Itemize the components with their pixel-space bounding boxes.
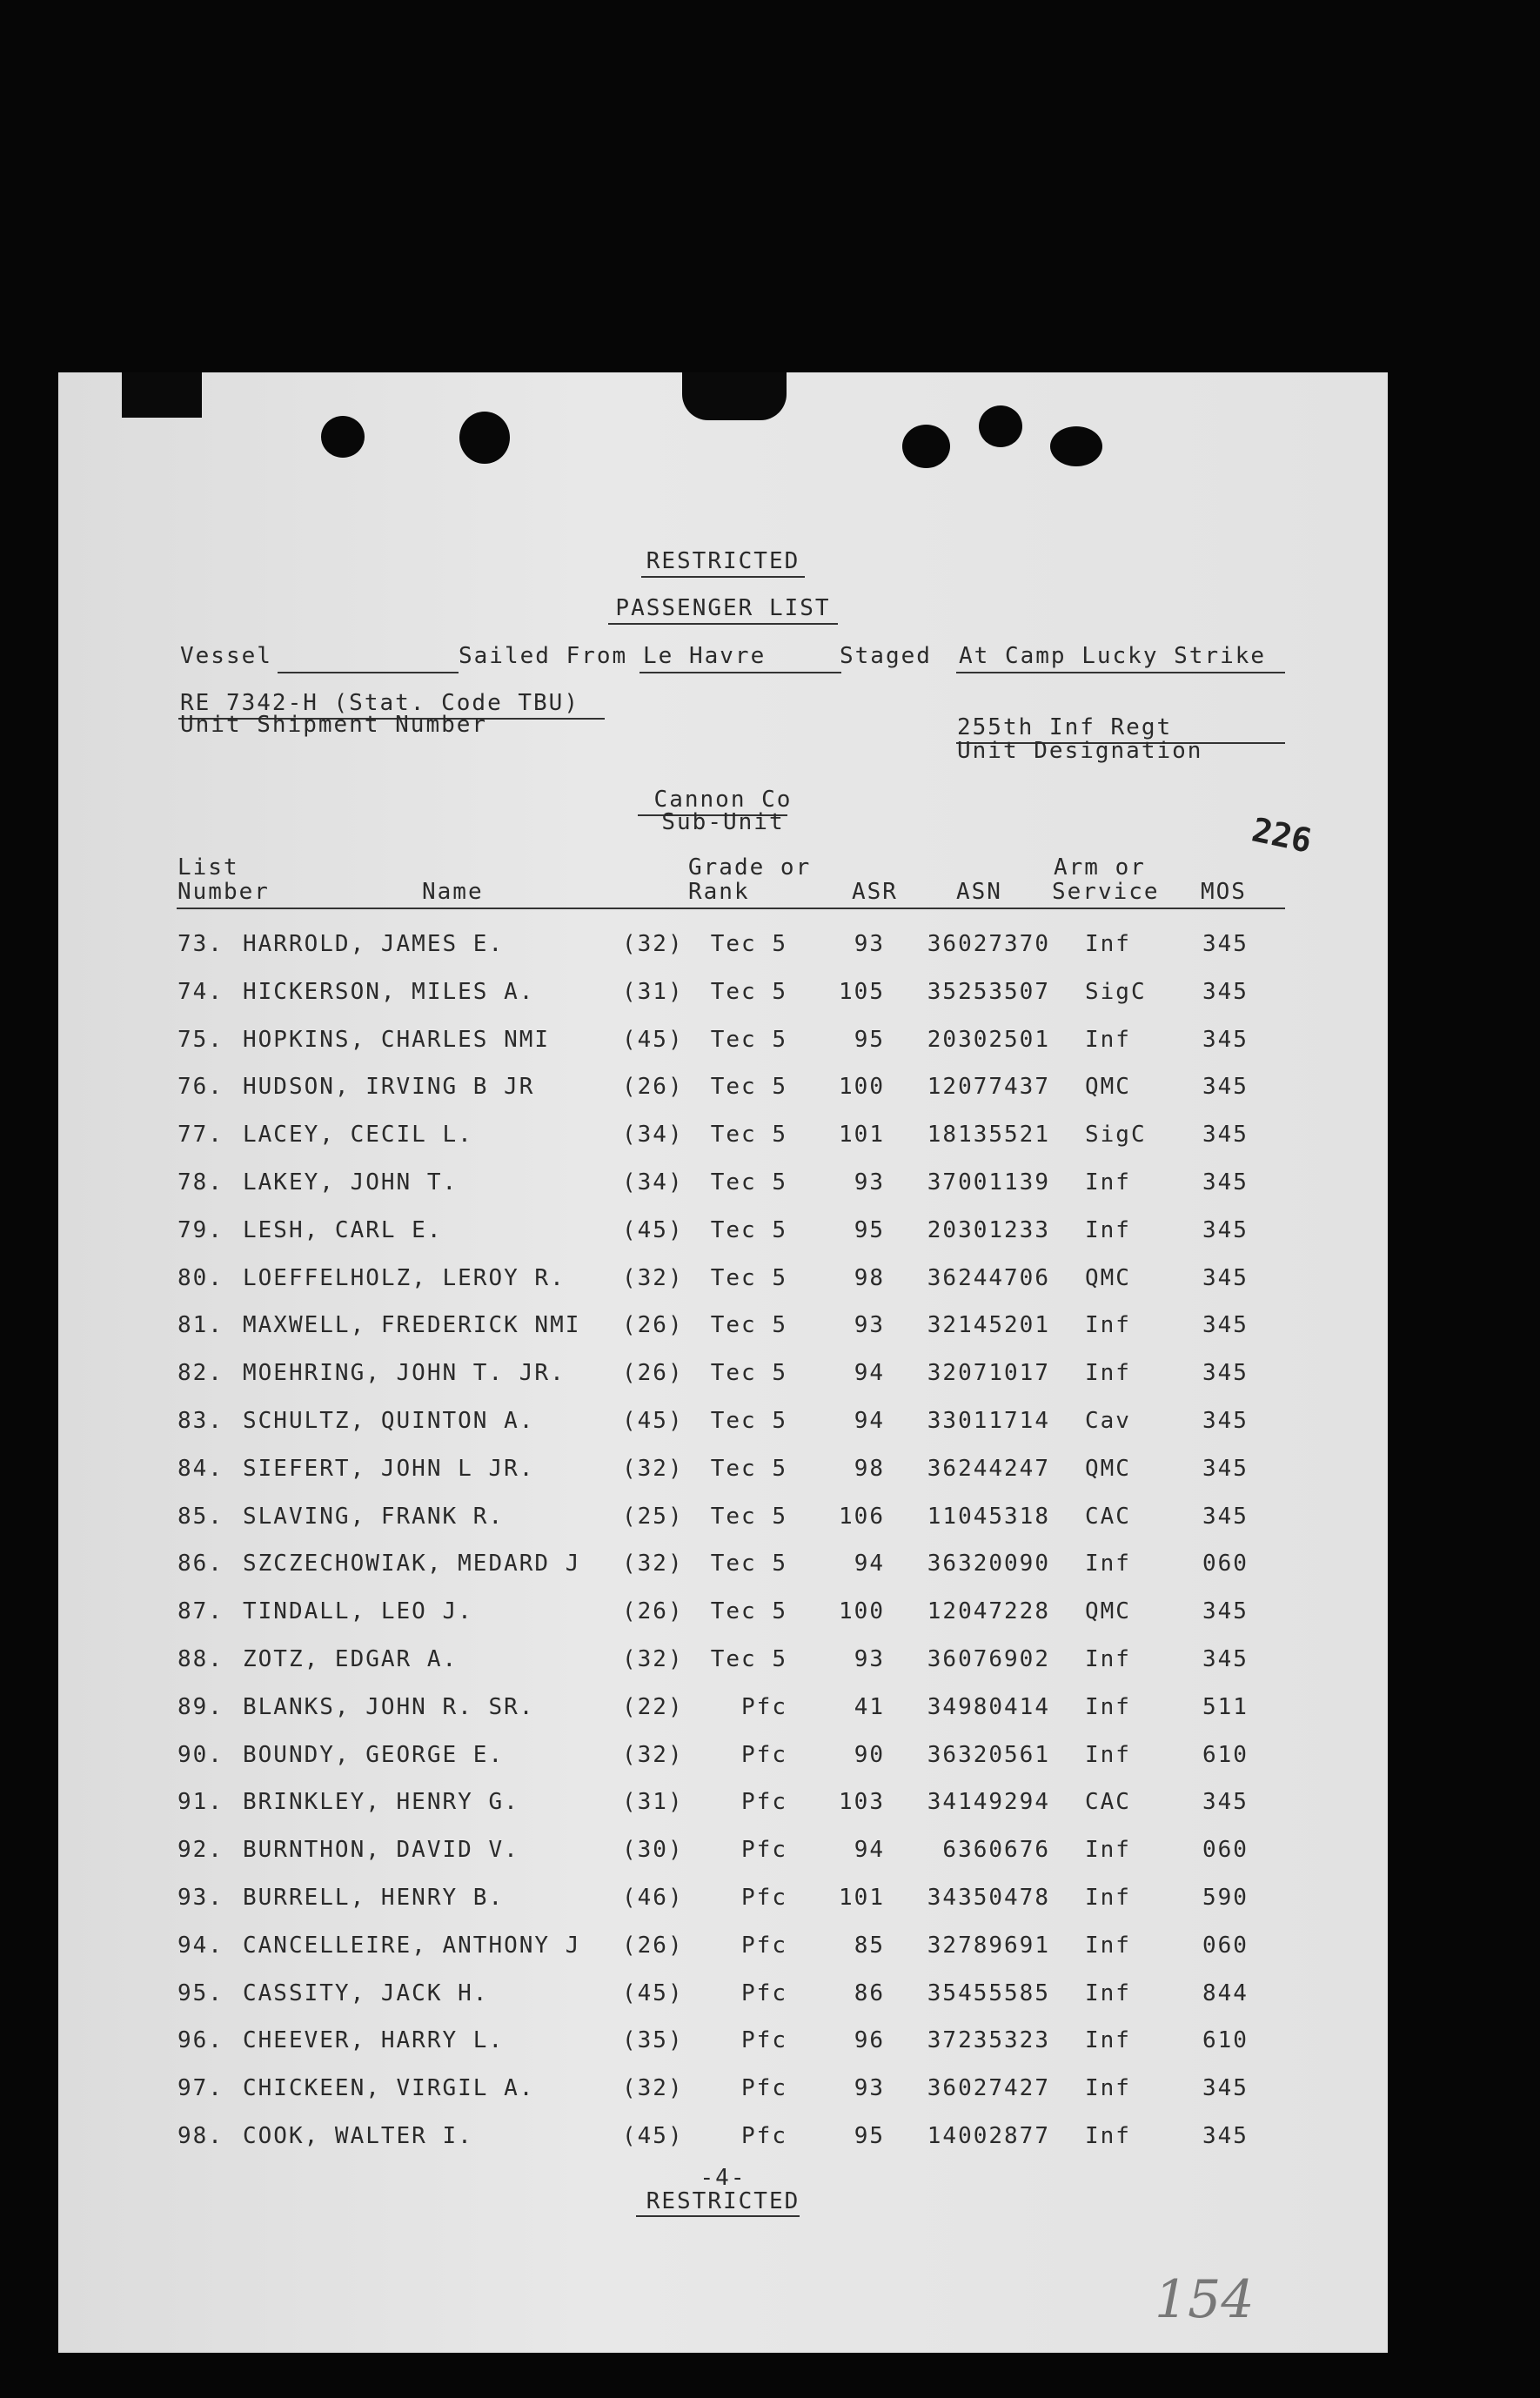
cell-num: 88. bbox=[177, 1646, 224, 1672]
table-row bbox=[58, 1551, 1388, 1598]
table-row bbox=[58, 1598, 1388, 1646]
cell-grade: Pfc bbox=[741, 1932, 787, 1959]
cell-grade: Tec 5 bbox=[710, 1312, 787, 1339]
cell-arm: Inf bbox=[1085, 931, 1131, 957]
cell-name: LESH, CARL E. bbox=[243, 1216, 443, 1243]
cell-asr: 101 bbox=[839, 1885, 885, 1911]
cell-asr: 41 bbox=[854, 1693, 885, 1720]
cell-arm: Inf bbox=[1085, 1885, 1131, 1911]
cell-name: BURRELL, HENRY B. bbox=[243, 1885, 505, 1911]
title-underline bbox=[608, 623, 838, 625]
cell-num: 81. bbox=[177, 1312, 224, 1339]
table-row bbox=[58, 1217, 1388, 1265]
cell-age: (45) bbox=[622, 1026, 684, 1053]
cell-name: BRINKLEY, HENRY G. bbox=[243, 1789, 519, 1816]
cell-age: (45) bbox=[622, 1979, 684, 2006]
classification-bottom-underline bbox=[636, 2215, 800, 2217]
cell-mos: 590 bbox=[1202, 1885, 1249, 1911]
classification-bottom: RESTRICTED bbox=[646, 2188, 800, 2214]
cell-num: 77. bbox=[177, 1122, 224, 1149]
cell-asn: 32145201 bbox=[927, 1312, 1050, 1339]
cell-arm: QMC bbox=[1085, 1598, 1131, 1625]
cell-mos: 844 bbox=[1202, 1979, 1249, 2006]
table-row bbox=[58, 2027, 1388, 2075]
cell-num: 82. bbox=[177, 1360, 224, 1387]
cell-asn: 20301233 bbox=[927, 1216, 1050, 1243]
cell-asr: 98 bbox=[854, 1264, 885, 1291]
cell-name: COOK, WALTER I. bbox=[243, 2123, 473, 2149]
cell-name: SCHULTZ, QUINTON A. bbox=[243, 1408, 535, 1434]
cell-num: 84. bbox=[177, 1455, 224, 1482]
cell-arm: Cav bbox=[1085, 1408, 1131, 1434]
cell-asn: 18135521 bbox=[927, 1122, 1050, 1149]
cell-name: TINDALL, LEO J. bbox=[243, 1598, 473, 1625]
cell-grade: Pfc bbox=[741, 1837, 787, 1864]
cell-asr: 85 bbox=[854, 1932, 885, 1959]
cell-grade: Pfc bbox=[741, 2027, 787, 2054]
cell-num: 86. bbox=[177, 1551, 224, 1577]
cell-age: (32) bbox=[622, 2075, 684, 2102]
cell-grade: Pfc bbox=[741, 2075, 787, 2102]
cell-grade: Pfc bbox=[741, 1979, 787, 2006]
cell-asr: 94 bbox=[854, 1837, 885, 1864]
cell-asn: 32071017 bbox=[927, 1360, 1050, 1387]
cell-mos: 610 bbox=[1202, 1741, 1249, 1768]
col-grade-2: Rank bbox=[688, 879, 750, 905]
cell-grade: Tec 5 bbox=[710, 1598, 787, 1625]
table-row bbox=[58, 1074, 1388, 1122]
table-row bbox=[58, 979, 1388, 1027]
cell-age: (32) bbox=[622, 1264, 684, 1291]
shipment-number-label: Unit Shipment Number bbox=[180, 712, 488, 738]
cell-mos: 345 bbox=[1202, 1360, 1249, 1387]
table-row bbox=[58, 1122, 1388, 1169]
cell-arm: SigC bbox=[1085, 1122, 1147, 1149]
cell-mos: 345 bbox=[1202, 1026, 1249, 1053]
cell-name: BOUNDY, GEORGE E. bbox=[243, 1741, 505, 1768]
cell-name: HOPKINS, CHARLES NMI bbox=[243, 1026, 551, 1053]
cell-mos: 345 bbox=[1202, 2075, 1249, 2102]
table-row bbox=[58, 1742, 1388, 1790]
cell-name: BLANKS, JOHN R. SR. bbox=[243, 1693, 535, 1720]
cell-asr: 94 bbox=[854, 1551, 885, 1577]
punch-hole bbox=[1050, 426, 1102, 466]
punch-hole bbox=[979, 405, 1022, 447]
cell-arm: Inf bbox=[1085, 1932, 1131, 1959]
cell-age: (26) bbox=[622, 1932, 684, 1959]
cell-asn: 32789691 bbox=[927, 1932, 1050, 1959]
cell-age: (26) bbox=[622, 1598, 684, 1625]
table-row bbox=[58, 1885, 1388, 1932]
cell-mos: 511 bbox=[1202, 1693, 1249, 1720]
cell-asr: 93 bbox=[854, 931, 885, 957]
cell-num: 78. bbox=[177, 1169, 224, 1196]
cell-mos: 345 bbox=[1202, 1598, 1249, 1625]
staged-underline bbox=[956, 672, 1285, 673]
punch-hole bbox=[902, 425, 950, 468]
cell-age: (26) bbox=[622, 1074, 684, 1101]
unit-designation-label: Unit Designation bbox=[957, 738, 1203, 764]
col-asr: ASR bbox=[852, 879, 898, 905]
cell-name: LOEFFELHOLZ, LEROY R. bbox=[243, 1264, 566, 1291]
cell-grade: Pfc bbox=[741, 1789, 787, 1816]
cell-arm: Inf bbox=[1085, 1693, 1131, 1720]
cell-asr: 93 bbox=[854, 1646, 885, 1672]
cell-age: (30) bbox=[622, 1837, 684, 1864]
cell-name: LACEY, CECIL L. bbox=[243, 1122, 473, 1149]
cell-asn: 37001139 bbox=[927, 1169, 1050, 1196]
cell-asn: 34350478 bbox=[927, 1885, 1050, 1911]
cell-grade: Tec 5 bbox=[710, 931, 787, 957]
cell-age: (31) bbox=[622, 1789, 684, 1816]
binder-tab-left bbox=[122, 372, 202, 418]
table-row bbox=[58, 1456, 1388, 1504]
cell-age: (45) bbox=[622, 1408, 684, 1434]
cell-asn: 34149294 bbox=[927, 1789, 1050, 1816]
cell-grade: Tec 5 bbox=[710, 1264, 787, 1291]
cell-age: (22) bbox=[622, 1693, 684, 1720]
cell-grade: Tec 5 bbox=[710, 1074, 787, 1101]
cell-asn: 11045318 bbox=[927, 1503, 1050, 1530]
table-row bbox=[58, 1027, 1388, 1075]
cell-mos: 060 bbox=[1202, 1932, 1249, 1959]
cell-arm: Inf bbox=[1085, 1646, 1131, 1672]
cell-num: 83. bbox=[177, 1408, 224, 1434]
cell-arm: QMC bbox=[1085, 1074, 1131, 1101]
cell-asn: 33011714 bbox=[927, 1408, 1050, 1434]
cell-name: CHEEVER, HARRY L. bbox=[243, 2027, 505, 2054]
page-number: -4- bbox=[700, 2165, 747, 2191]
cell-mos: 345 bbox=[1202, 2123, 1249, 2149]
cell-asr: 95 bbox=[854, 2123, 885, 2149]
cell-arm: QMC bbox=[1085, 1455, 1131, 1482]
shipment-number-value: RE 7342-H (Stat. Code TBU) bbox=[180, 690, 579, 716]
cell-asn: 36027370 bbox=[927, 931, 1050, 957]
punch-hole bbox=[321, 416, 365, 458]
cell-arm: Inf bbox=[1085, 1216, 1131, 1243]
cell-asr: 103 bbox=[839, 1789, 885, 1816]
cell-asr: 96 bbox=[854, 2027, 885, 2054]
cell-name: HICKERSON, MILES A. bbox=[243, 978, 535, 1005]
sailed-from-value: Le Havre bbox=[643, 643, 767, 669]
cell-arm: Inf bbox=[1085, 1312, 1131, 1339]
cell-mos: 345 bbox=[1202, 1074, 1249, 1101]
page-title: PASSENGER LIST bbox=[615, 595, 831, 621]
cell-mos: 345 bbox=[1202, 1646, 1249, 1672]
subunit-label: Sub-Unit bbox=[661, 809, 785, 835]
cell-arm: Inf bbox=[1085, 1551, 1131, 1577]
col-mos: MOS bbox=[1201, 879, 1247, 905]
cell-asn: 37235323 bbox=[927, 2027, 1050, 2054]
cell-grade: Tec 5 bbox=[710, 1122, 787, 1149]
table-row bbox=[58, 1169, 1388, 1217]
cell-arm: SigC bbox=[1085, 978, 1147, 1005]
cell-num: 89. bbox=[177, 1693, 224, 1720]
table-row bbox=[58, 1789, 1388, 1837]
cell-grade: Pfc bbox=[741, 2123, 787, 2149]
cell-num: 79. bbox=[177, 1216, 224, 1243]
cell-age: (34) bbox=[622, 1122, 684, 1149]
col-arm-2: Service bbox=[1052, 879, 1160, 905]
cell-name: HARROLD, JAMES E. bbox=[243, 931, 505, 957]
classification-top: RESTRICTED bbox=[646, 548, 800, 574]
cell-grade: Tec 5 bbox=[710, 1216, 787, 1243]
cell-grade: Tec 5 bbox=[710, 1503, 787, 1530]
cell-arm: CAC bbox=[1085, 1503, 1131, 1530]
cell-asr: 93 bbox=[854, 2075, 885, 2102]
cell-grade: Tec 5 bbox=[710, 1408, 787, 1434]
cell-asr: 105 bbox=[839, 978, 885, 1005]
unit-designation-value: 255th Inf Regt bbox=[957, 714, 1173, 740]
table-row bbox=[58, 1694, 1388, 1742]
cell-asn: 34980414 bbox=[927, 1693, 1050, 1720]
vessel-label: Vessel bbox=[180, 643, 272, 669]
cell-asn: 35455585 bbox=[927, 1979, 1050, 2006]
cell-arm: Inf bbox=[1085, 2123, 1131, 2149]
classification-top-underline bbox=[641, 576, 805, 578]
staged-label: Staged bbox=[840, 643, 932, 669]
cell-asn: 20302501 bbox=[927, 1026, 1050, 1053]
cell-num: 90. bbox=[177, 1741, 224, 1768]
col-list-number-2: Number bbox=[177, 879, 270, 905]
col-grade-1: Grade or bbox=[688, 854, 812, 881]
cell-age: (32) bbox=[622, 1646, 684, 1672]
sailed-from-underline bbox=[639, 672, 841, 673]
cell-arm: Inf bbox=[1085, 2027, 1131, 2054]
cell-arm: Inf bbox=[1085, 1979, 1131, 2006]
cell-grade: Pfc bbox=[741, 1693, 787, 1720]
cell-num: 96. bbox=[177, 2027, 224, 2054]
cell-asr: 93 bbox=[854, 1169, 885, 1196]
cell-asn: 36320090 bbox=[927, 1551, 1050, 1577]
sailed-from-label: Sailed From bbox=[459, 643, 628, 669]
cell-grade: Pfc bbox=[741, 1885, 787, 1911]
cell-age: (26) bbox=[622, 1312, 684, 1339]
table-row bbox=[58, 1408, 1388, 1456]
cell-mos: 345 bbox=[1202, 1455, 1249, 1482]
cell-asn: 36076902 bbox=[927, 1646, 1050, 1672]
stamp-number: 226 bbox=[1249, 810, 1316, 861]
cell-name: CASSITY, JACK H. bbox=[243, 1979, 489, 2006]
cell-name: HUDSON, IRVING B JR bbox=[243, 1074, 535, 1101]
handwritten-page-number: 154 bbox=[1155, 2269, 1255, 2330]
cell-mos: 060 bbox=[1202, 1551, 1249, 1577]
punch-hole bbox=[459, 412, 510, 464]
cell-mos: 060 bbox=[1202, 1837, 1249, 1864]
cell-asr: 95 bbox=[854, 1216, 885, 1243]
cell-mos: 345 bbox=[1202, 1503, 1249, 1530]
cell-age: (32) bbox=[622, 1741, 684, 1768]
cell-mos: 345 bbox=[1202, 1122, 1249, 1149]
vessel-blank-line bbox=[278, 672, 459, 673]
cell-name: MAXWELL, FREDERICK NMI bbox=[243, 1312, 581, 1339]
cell-age: (25) bbox=[622, 1503, 684, 1530]
cell-mos: 345 bbox=[1202, 978, 1249, 1005]
cell-age: (34) bbox=[622, 1169, 684, 1196]
table-row bbox=[58, 1312, 1388, 1360]
cell-mos: 345 bbox=[1202, 1408, 1249, 1434]
cell-age: (32) bbox=[622, 1455, 684, 1482]
cell-num: 80. bbox=[177, 1264, 224, 1291]
cell-asr: 90 bbox=[854, 1741, 885, 1768]
col-name: Name bbox=[422, 879, 484, 905]
cell-arm: Inf bbox=[1085, 2075, 1131, 2102]
cell-grade: Tec 5 bbox=[710, 1646, 787, 1672]
cell-age: (26) bbox=[622, 1360, 684, 1387]
cell-name: CHICKEEN, VIRGIL A. bbox=[243, 2075, 535, 2102]
cell-arm: Inf bbox=[1085, 1026, 1131, 1053]
cell-num: 97. bbox=[177, 2075, 224, 2102]
cell-age: (45) bbox=[622, 1216, 684, 1243]
cell-num: 75. bbox=[177, 1026, 224, 1053]
staged-value: At Camp Lucky Strike bbox=[959, 643, 1267, 669]
cell-grade: Tec 5 bbox=[710, 978, 787, 1005]
cell-grade: Tec 5 bbox=[710, 1551, 787, 1577]
subunit-value: Cannon Co bbox=[653, 787, 793, 813]
cell-asr: 100 bbox=[839, 1074, 885, 1101]
cell-asr: 93 bbox=[854, 1312, 885, 1339]
cell-age: (31) bbox=[622, 978, 684, 1005]
cell-asr: 106 bbox=[839, 1503, 885, 1530]
cell-age: (32) bbox=[622, 1551, 684, 1577]
cell-num: 94. bbox=[177, 1932, 224, 1959]
cell-asn: 12047228 bbox=[927, 1598, 1050, 1625]
cell-mos: 345 bbox=[1202, 931, 1249, 957]
cell-mos: 345 bbox=[1202, 1264, 1249, 1291]
cell-age: (46) bbox=[622, 1885, 684, 1911]
cell-asn: 36320561 bbox=[927, 1741, 1050, 1768]
cell-asr: 95 bbox=[854, 1026, 885, 1053]
cell-num: 85. bbox=[177, 1503, 224, 1530]
cell-arm: Inf bbox=[1085, 1169, 1131, 1196]
cell-num: 73. bbox=[177, 931, 224, 957]
cell-asn: 14002877 bbox=[927, 2123, 1050, 2149]
cell-asn: 35253507 bbox=[927, 978, 1050, 1005]
cell-asn: 36244706 bbox=[927, 1264, 1050, 1291]
col-asn: ASN bbox=[956, 879, 1002, 905]
cell-name: BURNTHON, DAVID V. bbox=[243, 1837, 519, 1864]
cell-asn: 36027427 bbox=[927, 2075, 1050, 2102]
cell-age: (32) bbox=[622, 931, 684, 957]
cell-name: ZOTZ, EDGAR A. bbox=[243, 1646, 459, 1672]
table-row bbox=[58, 1504, 1388, 1551]
cell-num: 76. bbox=[177, 1074, 224, 1101]
header-rule bbox=[177, 908, 1285, 909]
col-list-number-1: List bbox=[177, 854, 239, 881]
cell-num: 95. bbox=[177, 1979, 224, 2006]
cell-grade: Tec 5 bbox=[710, 1026, 787, 1053]
cell-name: SLAVING, FRANK R. bbox=[243, 1503, 505, 1530]
cell-grade: Tec 5 bbox=[710, 1360, 787, 1387]
cell-name: CANCELLEIRE, ANTHONY J bbox=[243, 1932, 581, 1959]
cell-arm: QMC bbox=[1085, 1264, 1131, 1291]
cell-arm: Inf bbox=[1085, 1360, 1131, 1387]
cell-asn: 12077437 bbox=[927, 1074, 1050, 1101]
binder-tab-center bbox=[682, 372, 787, 420]
col-arm-1: Arm or bbox=[1054, 854, 1146, 881]
cell-mos: 345 bbox=[1202, 1789, 1249, 1816]
cell-grade: Tec 5 bbox=[710, 1169, 787, 1196]
table-row bbox=[58, 931, 1388, 979]
table-row bbox=[58, 1980, 1388, 2028]
cell-arm: CAC bbox=[1085, 1789, 1131, 1816]
cell-arm: Inf bbox=[1085, 1837, 1131, 1864]
cell-asr: 94 bbox=[854, 1360, 885, 1387]
cell-age: (35) bbox=[622, 2027, 684, 2054]
cell-asr: 86 bbox=[854, 1979, 885, 2006]
cell-mos: 345 bbox=[1202, 1312, 1249, 1339]
cell-age: (45) bbox=[622, 2123, 684, 2149]
document-page bbox=[58, 372, 1388, 2353]
cell-mos: 610 bbox=[1202, 2027, 1249, 2054]
cell-name: SIEFERT, JOHN L JR. bbox=[243, 1455, 535, 1482]
table-row bbox=[58, 2123, 1388, 2171]
cell-name: MOEHRING, JOHN T. JR. bbox=[243, 1360, 566, 1387]
table-row bbox=[58, 1646, 1388, 1694]
cell-num: 87. bbox=[177, 1598, 224, 1625]
cell-asr: 98 bbox=[854, 1455, 885, 1482]
cell-num: 93. bbox=[177, 1885, 224, 1911]
cell-name: SZCZECHOWIAK, MEDARD J bbox=[243, 1551, 581, 1577]
table-row bbox=[58, 1265, 1388, 1313]
cell-asr: 101 bbox=[839, 1122, 885, 1149]
cell-name: LAKEY, JOHN T. bbox=[243, 1169, 459, 1196]
cell-num: 92. bbox=[177, 1837, 224, 1864]
table-row bbox=[58, 1932, 1388, 1980]
cell-asr: 100 bbox=[839, 1598, 885, 1625]
table-row bbox=[58, 2075, 1388, 2123]
cell-num: 91. bbox=[177, 1789, 224, 1816]
cell-num: 98. bbox=[177, 2123, 224, 2149]
cell-asr: 94 bbox=[854, 1408, 885, 1434]
cell-num: 74. bbox=[177, 978, 224, 1005]
cell-mos: 345 bbox=[1202, 1169, 1249, 1196]
cell-asn: 36244247 bbox=[927, 1455, 1050, 1482]
cell-grade: Pfc bbox=[741, 1741, 787, 1768]
cell-mos: 345 bbox=[1202, 1216, 1249, 1243]
cell-grade: Tec 5 bbox=[710, 1455, 787, 1482]
table-row bbox=[58, 1837, 1388, 1885]
table-row bbox=[58, 1360, 1388, 1408]
cell-asn: 6360676 bbox=[942, 1837, 1050, 1864]
cell-arm: Inf bbox=[1085, 1741, 1131, 1768]
